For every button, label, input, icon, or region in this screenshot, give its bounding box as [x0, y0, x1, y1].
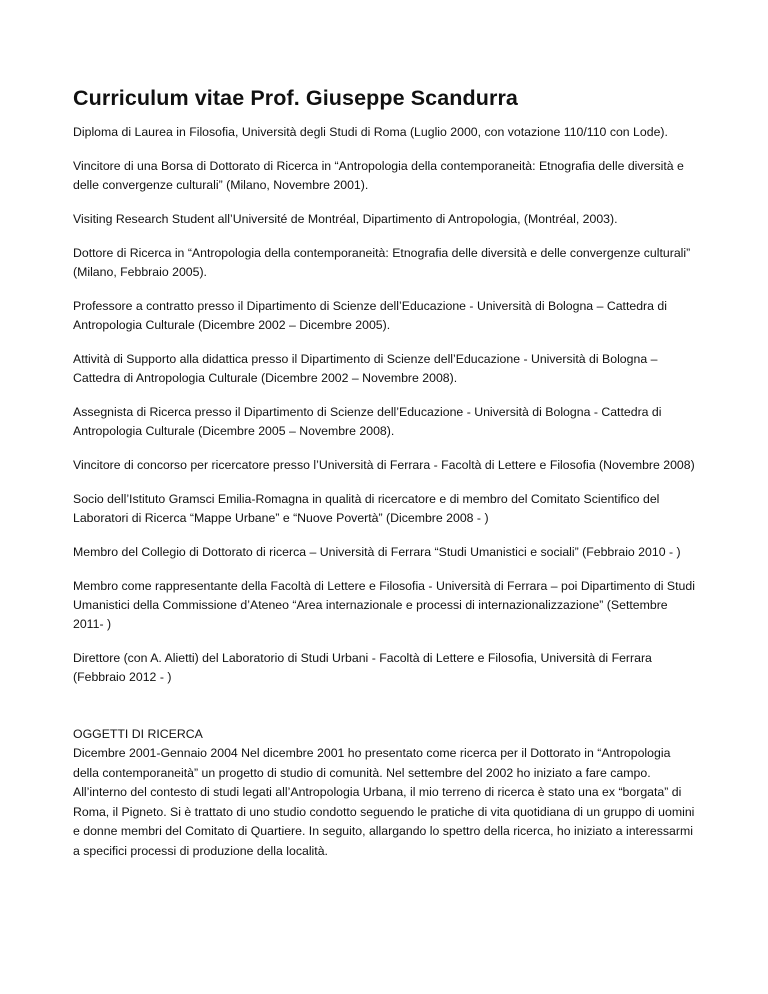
research-section-heading: OGGETTI DI RICERCA	[73, 727, 203, 741]
cv-entry-visiting-student: Visiting Research Student all’Université de Montréal, Dipartimento di Antropologia, (Montréal, 2003).	[73, 212, 618, 226]
cv-entry-contract-professor: Professore a contratto presso il Dipartimento di Scienze dell’Educazione - Università di Bologna – Cattedra di Antropologia Culturale (Dicembre 2002 – Dicembre 2005).	[73, 299, 667, 332]
cv-entry-degree: Diploma di Laurea in Filosofia, Università degli Studi di Roma (Luglio 2000, con votazione 110/110 con Lode).	[73, 125, 668, 139]
research-section-body: Dicembre 2001-Gennaio 2004 Nel dicembre 2001 ho presentato come ricerca per il Dottorato in “Antropologia della contemporaneità” un progetto di studio di comunità. Nel settembre del 2002 ho iniziato a fare campo. All’interno del contesto di studi legati all’Antropologia Urbana, il mio terreno di ricerca è stato una ex “borgata” di Roma, il Pigneto. Si è trattato di uno studio condotto seguendo le pratiche di vita quotidiana di un gruppo di uomini e donne membri del Comitato di Quartiere. In seguito, allargando lo spettro della ricerca, ho iniziato a interessarmi a specifici processi di produzione della località.	[73, 746, 695, 858]
cv-entry-researcher-competition: Vincitore di concorso per ricercatore presso l’Università di Ferrara - Facoltà di Lettere e Filosofia (Novembre 2008)	[73, 458, 695, 472]
cv-entry-teaching-support: Attività di Supporto alla didattica presso il Dipartimento di Scienze dell’Educazione - Università di Bologna – Cattedra di Antropologia Culturale (Dicembre 2002 – Novembre 2008).	[73, 352, 658, 385]
cv-entry-doctoral-board: Membro del Collegio di Dottorato di ricerca – Università di Ferrara “Studi Umanistici e sociali” (Febbraio 2010 - )	[73, 545, 681, 559]
cv-entry-gramsci-institute: Socio dell’Istituto Gramsci Emilia-Romagna in qualità di ricercatore e di membro del Comitato Scientifico del Laboratori di Ricerca “Mappe Urbane” e “Nuove Povertà” (Dicembre 2008 - )	[73, 492, 660, 525]
document-title: Curriculum vitae Prof. Giuseppe Scandurra	[73, 86, 518, 110]
cv-entry-research-fellow: Assegnista di Ricerca presso il Dipartimento di Scienze dell’Educazione - Università di Bologna - Cattedra di Antropologia Culturale (Dicembre 2005 – Novembre 2008).	[73, 405, 662, 438]
cv-entry-phd-title: Dottore di Ricerca in “Antropologia della contemporaneità: Etnografia delle diversità e delle convergenze culturali” (Milano, Febbraio 2005).	[73, 246, 691, 279]
document-page	[73, 84, 697, 861]
cv-entry-lab-director: Direttore (con A. Alietti) del Laboratorio di Studi Urbani - Facoltà di Lettere e Filosofia, Università di Ferrara (Febbraio 2012 - )	[73, 651, 652, 684]
cv-entry-phd-scholarship: Vincitore di una Borsa di Dottorato di Ricerca in “Antropologia della contemporaneità: Etnografia delle diversità e delle convergenze culturali” (Milano, Novembre 2001).	[73, 159, 684, 192]
research-section	[73, 725, 697, 861]
cv-entry-commission-member: Membro come rappresentante della Facoltà di Lettere e Filosofia - Università di Ferrara – poi Dipartimento di Studi Umanistici della Commissione d’Ateneo “Area internazionale e processi di internazionalizzazione” (Settembre 2011- )	[73, 579, 695, 631]
